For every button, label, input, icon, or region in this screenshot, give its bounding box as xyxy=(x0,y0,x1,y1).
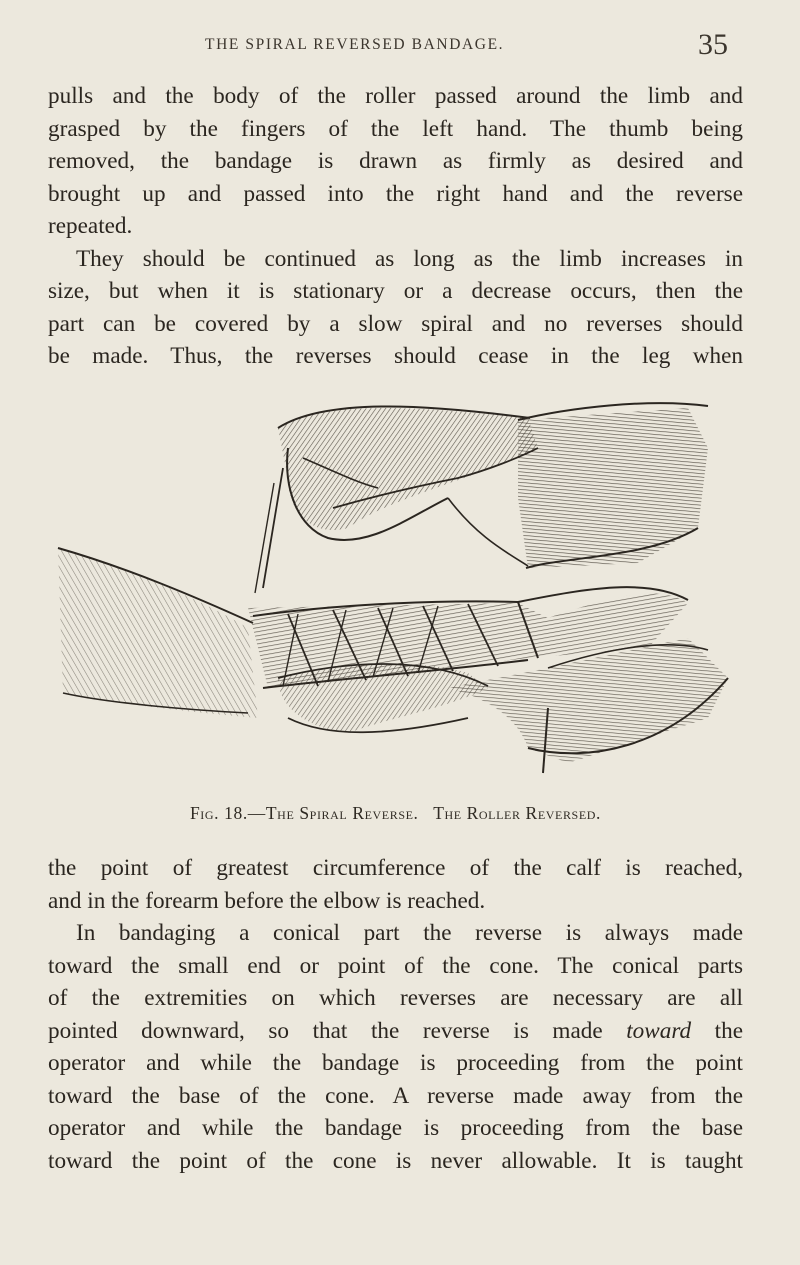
text-line-with-emphasis xyxy=(48,1015,743,1048)
figure-caption xyxy=(48,803,743,824)
upper-hand-drawing xyxy=(255,403,708,593)
text-line: toward the base of the cone. A reverse made away from the xyxy=(48,1082,743,1109)
emphasis-word: toward xyxy=(626,1017,692,1044)
text-line: toward the point of the cone is never allowable. It is taught xyxy=(48,1147,743,1174)
text-line: They should be continued as long as the limb increases in xyxy=(76,245,743,272)
text-line: be made. Thus, the reverses should cease in the leg when xyxy=(48,343,743,369)
text-line: removed, the bandage is drawn as firmly as desired and xyxy=(48,148,743,174)
bottom-text-block xyxy=(48,852,743,1177)
running-title: THE SPIRAL REVERSED BANDAGE. xyxy=(205,36,505,53)
running-head xyxy=(0,28,800,64)
text-line: In bandaging a conical part the reverse is always made xyxy=(76,920,743,946)
text-line: operator and while the bandage is proceeding from the point xyxy=(48,1050,743,1076)
text-line: the point of greatest circumference of the calf is reached, xyxy=(48,855,743,881)
page-number: 35 xyxy=(698,28,728,61)
text-line: and in the forearm before the elbow is reached. xyxy=(48,887,486,914)
caption-text: The Roller Reversed. xyxy=(433,803,602,823)
text-line: pulls and the body of the roller passed around the limb and xyxy=(48,83,743,109)
text-line: toward the small end or point of the cone. The conical parts xyxy=(48,952,743,979)
text-line: brought up and passed into the right hand and the reverse xyxy=(48,180,743,207)
text-segment: pointed downward, so that the reverse is made xyxy=(48,1017,603,1044)
top-text-block xyxy=(48,80,743,373)
text-segment: the xyxy=(691,1017,744,1044)
text-line: grasped by the fingers of the left hand. The thumb being xyxy=(48,115,743,142)
text-line: operator and while the bandage is proceeding from the base xyxy=(48,1115,743,1141)
text-line: repeated. xyxy=(48,213,133,239)
caption-label: Fig. 18.—The Spiral Reverse. xyxy=(189,803,419,823)
text-line: of the extremities on which reverses are necessary are all xyxy=(48,985,743,1011)
bandage-illustration xyxy=(48,388,758,783)
spiral-reverse-drawing xyxy=(48,388,758,783)
text-line: part can be covered by a slow spiral and no reverses should xyxy=(48,310,743,337)
text-line: size, but when it is stationary or a decrease occurs, then the xyxy=(48,278,743,304)
